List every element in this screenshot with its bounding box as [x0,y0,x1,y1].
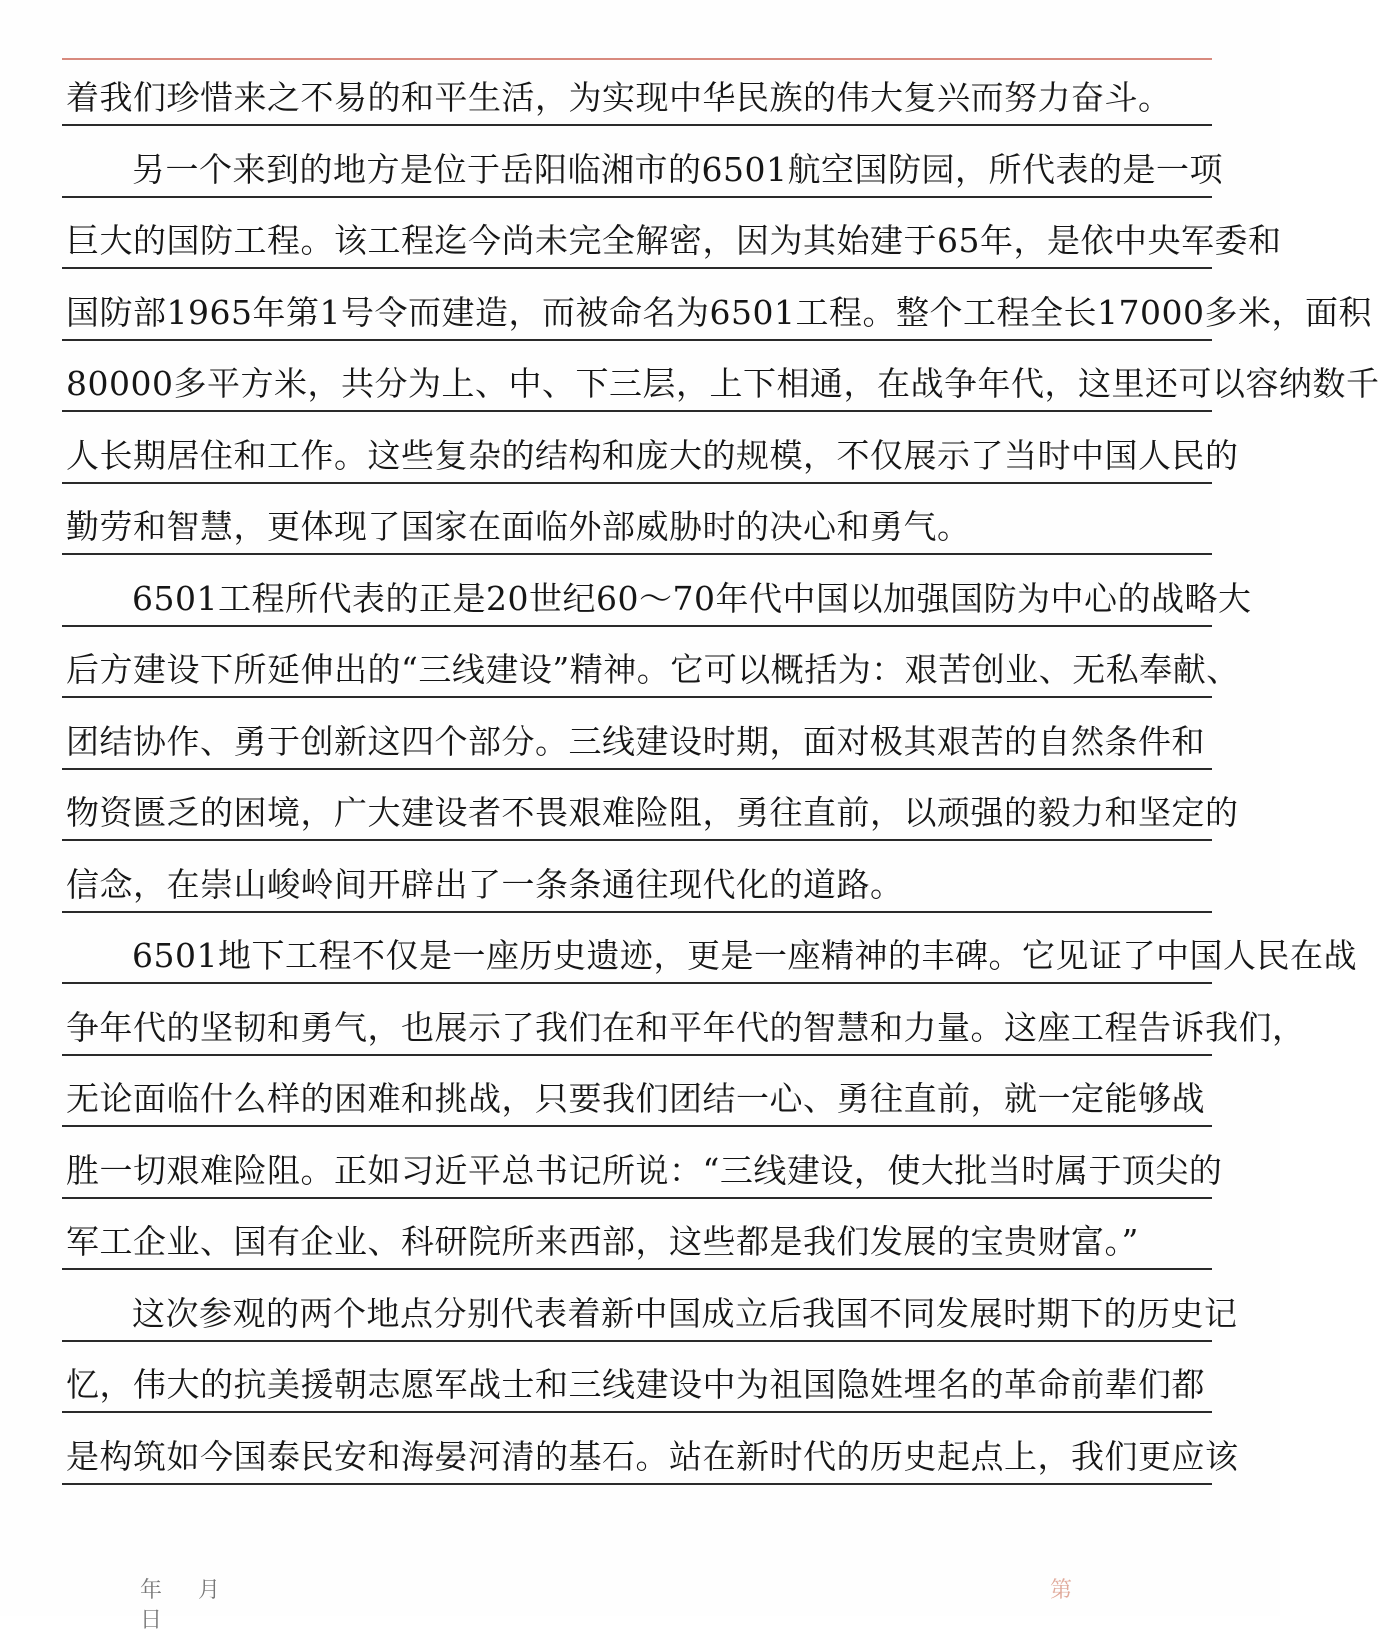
essay-line: 信念，在崇山峻岭间开辟出了一条条通往现代化的道路。 [66,864,904,904]
essay-line: 无论面临什么样的困难和挑战，只要我们团结一心、勇往直前，就一定能够战 [66,1079,1205,1118]
ruled-line [62,1125,1212,1127]
essay-line: 物资匮乏的困境，广大建设者不畏艰难险阻，勇往直前，以顽强的毅力和坚定的 [66,793,1239,832]
essay-line: 后方建设下所延伸出的“三线建设”精神。它可以概括为：艰苦创业、无私奉献、 [66,650,1240,689]
ruled-line [62,1411,1212,1413]
ruled-line [62,196,1212,198]
essay-line: 争年代的坚韧和勇气，也展示了我们在和平年代的智慧和力量。这座工程告诉我们， [66,1007,1306,1047]
ruled-line [62,1483,1212,1485]
footer-month: 月 [198,1578,223,1603]
essay-line: 6501地下工程不仅是一座历史遗迹，更是一座精神的丰碑。它见证了中国人民在战 [132,936,1357,975]
essay-line: 是构筑如今国泰民安和海晏河清的基石。站在新时代的历史起点上，我们更应该 [66,1436,1239,1476]
ruled-line [62,911,1212,913]
date-footer [140,1576,300,1633]
ruled-line [62,625,1212,627]
essay-line: 80000多平方米，共分为上、中、下三层，上下相通，在战争年代，这里还可以容纳数千 [66,364,1379,403]
ruled-line [62,1054,1212,1056]
ruled-line [62,768,1212,770]
ruled-line [62,267,1212,269]
essay-line: 这次参观的两个地点分别代表着新中国成立后我国不同发展时期下的历史记 [132,1293,1238,1333]
essay-line: 巨大的国防工程。该工程迄今尚未完全解密，因为其始建于65年，是依中央军委和 [66,221,1282,260]
ruled-line [62,839,1212,841]
ruled-line [62,124,1212,126]
ruled-line [62,1340,1212,1342]
essay-line: 国防部1965年第1号令而建造，而被命名为6501工程。整个工程全长17000多米，面积 [66,292,1372,332]
ruled-line [62,696,1212,698]
essay-line: 团结协作、勇于创新这四个部分。三线建设时期，面对极其艰苦的自然条件和 [66,721,1205,761]
ruled-line [62,482,1212,484]
essay-line: 忆，伟大的抗美援朝志愿军战士和三线建设中为祖国隐姓埋名的革命前辈们都 [66,1365,1205,1404]
footer-day: 日 [140,1608,165,1633]
essay-line: 军工企业、国有企业、科研院所来西部，这些都是我们发展的宝贵财富。” [66,1222,1139,1261]
essay-line: 人长期居住和工作。这些复杂的结构和庞大的规模，不仅展示了当时中国人民的 [66,435,1239,475]
ruled-line [62,553,1212,555]
ruled-line [62,410,1212,412]
ruled-line [62,1197,1212,1199]
ruled-line [62,982,1212,984]
essay-line: 勤劳和智慧，更体现了国家在面临外部威胁时的决心和勇气。 [66,507,971,546]
page-number-label: 第 [1050,1578,1073,1603]
top-red-rule [62,58,1212,60]
essay-line: 胜一切艰难险阻。正如习近平总书记所说：“三线建设，使大批当时属于顶尖的 [66,1150,1223,1190]
essay-line: 另一个来到的地方是位于岳阳临湘市的6501航空国防园，所代表的是一项 [132,149,1223,189]
footer-year: 年 [140,1578,165,1603]
ruled-line [62,1268,1212,1270]
ruled-line [62,339,1212,341]
essay-line: 着我们珍惜来之不易的和平生活，为实现中华民族的伟大复兴而努力奋斗。 [66,78,1172,117]
essay-line: 6501工程所代表的正是20世纪60～70年代中国以加强国防为中心的战略大 [132,578,1252,618]
